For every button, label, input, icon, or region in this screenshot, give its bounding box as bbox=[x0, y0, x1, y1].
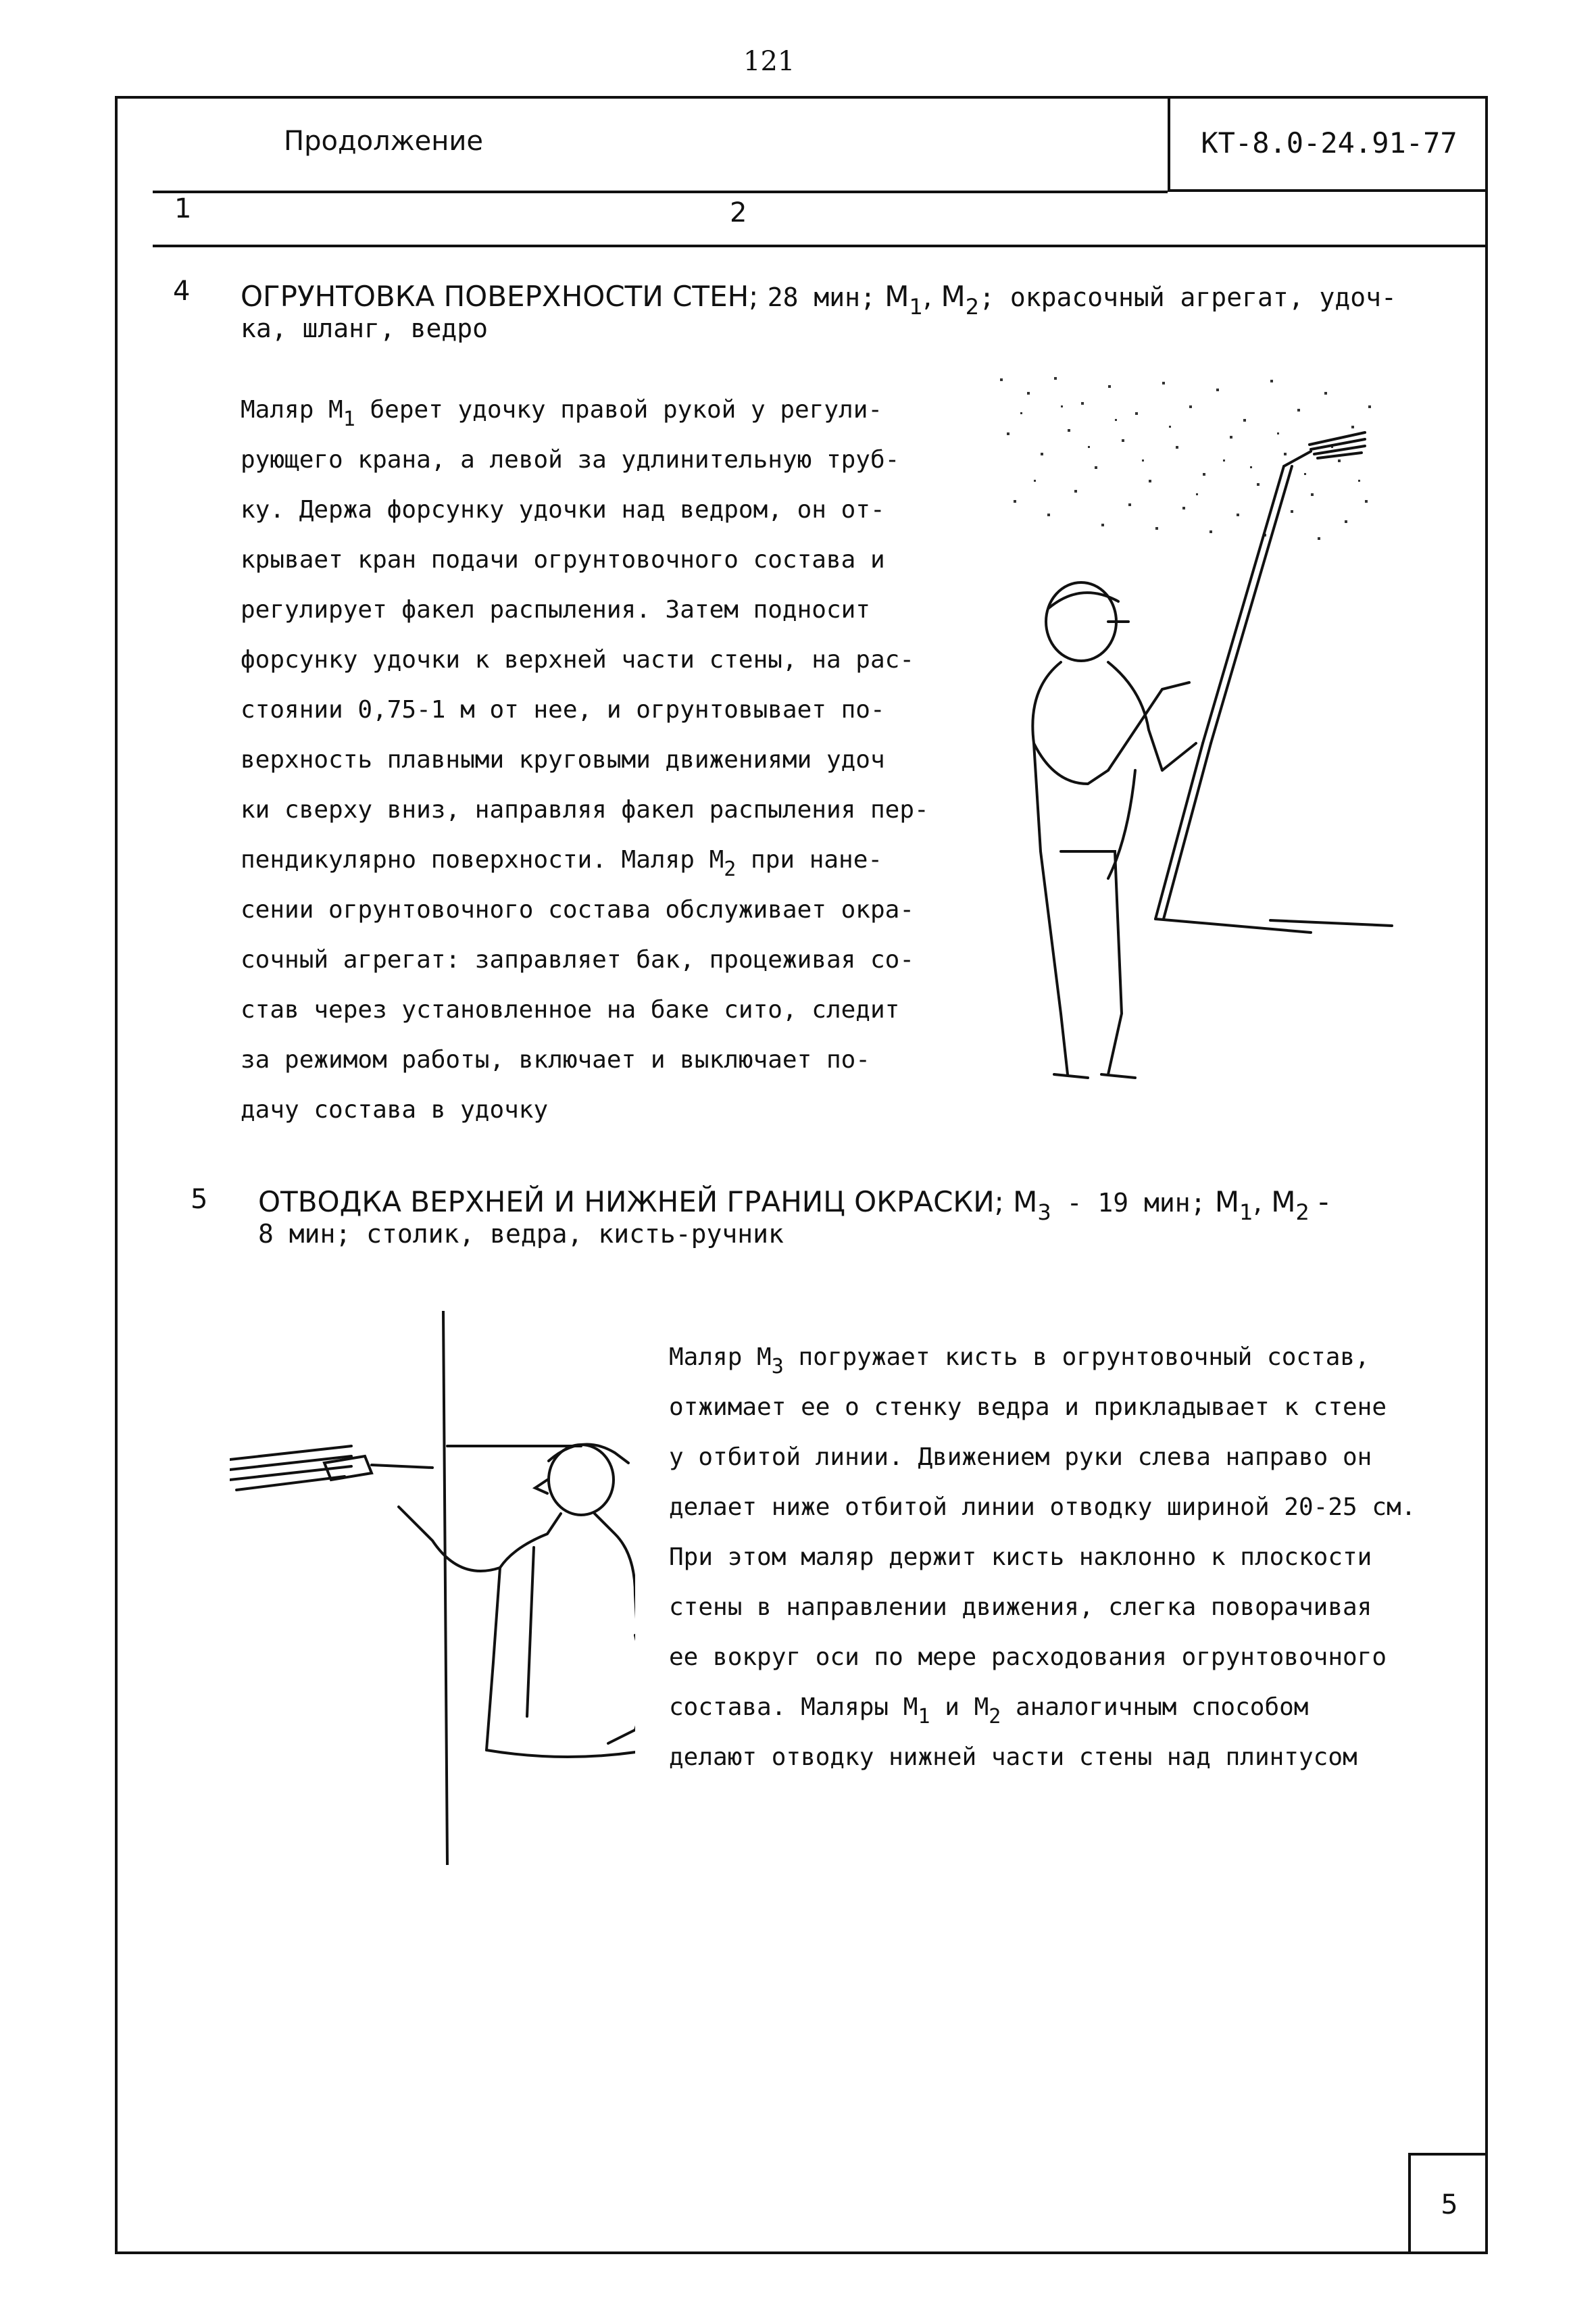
text-line: сении огрунтовочного состава обслуживает окра- bbox=[241, 896, 914, 924]
text-line bbox=[669, 1683, 1416, 1733]
continuation-label: Продолжение bbox=[284, 126, 484, 157]
section-5-heading bbox=[258, 1184, 1474, 1252]
text-line bbox=[241, 385, 929, 435]
section-5-time-a: - 19 мин; bbox=[1051, 1188, 1206, 1218]
column-2-header: 2 bbox=[730, 197, 747, 228]
line: при нане- bbox=[751, 846, 883, 874]
text-line bbox=[241, 835, 929, 885]
sub: 1 bbox=[918, 1705, 930, 1728]
lead-sub: 3 bbox=[771, 1355, 784, 1378]
line: состава. Маляры М bbox=[669, 1693, 918, 1721]
text-line bbox=[669, 1333, 1416, 1383]
worker-m2-label: М bbox=[941, 280, 966, 313]
text-line: дачу состава в удочку bbox=[241, 1096, 549, 1124]
text-line: При этом маляр держит кисть наклонно к плоскости bbox=[669, 1543, 1372, 1571]
section-4-time: 28 мин; bbox=[767, 282, 876, 312]
page-number: 121 bbox=[743, 46, 795, 77]
worker-m1-sub: 1 bbox=[909, 294, 923, 320]
text-line: регулирует факел распыления. Затем подносит bbox=[241, 596, 870, 624]
document-code-box bbox=[1168, 96, 1488, 192]
section-5-title: ОТВОДКА ВЕРХНЕЙ И НИЖНЕЙ ГРАНИЦ ОКРАСКИ; bbox=[258, 1185, 1004, 1218]
column-1-header: 1 bbox=[174, 193, 192, 224]
sprayed-wall-texture bbox=[1000, 377, 1371, 540]
worker-m1-label: М bbox=[884, 280, 909, 313]
m3: М bbox=[1013, 1185, 1038, 1218]
section-4-heading bbox=[241, 278, 1484, 347]
sep: , bbox=[1253, 1185, 1272, 1218]
line: пендикулярно поверхности. Маляр bbox=[241, 846, 695, 874]
m2: М bbox=[1271, 1185, 1296, 1218]
document-code: КТ-8.0-24.91-77 bbox=[1201, 126, 1457, 159]
text-line: форсунку удочки к верхней части стены, на рас- bbox=[241, 646, 914, 674]
header-rule bbox=[153, 191, 1168, 193]
section-4-tools: ; окрасочный агрегат, удоч- bbox=[979, 282, 1397, 312]
m3-sub: 3 bbox=[1037, 1199, 1051, 1225]
painter-figure bbox=[230, 1311, 635, 1865]
m1: М bbox=[1214, 1185, 1240, 1218]
m2: М bbox=[709, 846, 724, 874]
section-4-tools-line2: ка, шланг, ведро bbox=[241, 314, 489, 343]
m1-sub: 1 bbox=[1239, 1199, 1253, 1225]
painter-figure bbox=[1032, 432, 1392, 1078]
lead: Маляр М bbox=[669, 1343, 772, 1371]
line: берет удочку правой рукой у регули- bbox=[370, 396, 883, 424]
section-4-text bbox=[241, 385, 929, 1135]
text-line: ку. Держа форсунку удочки над ведром, он от- bbox=[241, 496, 885, 524]
text-line: рующего крана, а левой за удлинительную труб- bbox=[241, 446, 900, 474]
line: погружает кисть в огрунтовочный состав, bbox=[798, 1343, 1370, 1371]
text-line: у отбитой линии. Движением руки слева направо он bbox=[669, 1443, 1372, 1471]
column-header-rule bbox=[153, 245, 1488, 247]
line: аналогичным способом bbox=[1016, 1693, 1309, 1721]
section-5-text bbox=[669, 1333, 1416, 1783]
lead-sub: 1 bbox=[343, 407, 355, 431]
sub: 2 bbox=[989, 1705, 1001, 1728]
brush-painter-illustration bbox=[230, 1311, 635, 1865]
section-5-number: 5 bbox=[191, 1184, 208, 1215]
section-5-line2: 8 мин; столик, ведра, кисть-ручник bbox=[258, 1219, 784, 1249]
text-line: крывает кран подачи огрунтовочного состава и bbox=[241, 546, 885, 574]
text-line: став через установленное на баке сито, следит bbox=[241, 996, 900, 1024]
dash: - bbox=[1309, 1185, 1329, 1218]
text-line: ки сверху вниз, направляя факел распыления пер- bbox=[241, 796, 929, 824]
corner-box bbox=[1408, 2153, 1488, 2254]
text-line: стены в направлении движения, слегка поворачивая bbox=[669, 1593, 1372, 1621]
text-line: делает ниже отбитой линии отводку шириной 20-25 см. bbox=[669, 1493, 1416, 1521]
section-4-number: 4 bbox=[173, 276, 191, 307]
text-line: делают отводку нижней части стены над плинтусом bbox=[669, 1743, 1357, 1771]
text-line: ее вокруг оси по мере расходования огрунтовочного bbox=[669, 1643, 1387, 1671]
m2-sub: 2 bbox=[724, 857, 737, 881]
text-line: отжимает ее о стенку ведра и прикладывает к стене bbox=[669, 1393, 1387, 1421]
worker-sep: , bbox=[922, 280, 941, 313]
corner-number: 5 bbox=[1441, 2189, 1458, 2220]
worker-m2-sub: 2 bbox=[965, 294, 980, 320]
m2-sub: 2 bbox=[1295, 1199, 1310, 1225]
line: и М bbox=[945, 1693, 989, 1721]
lead: Маляр М bbox=[241, 396, 343, 424]
text-line: сочный агрегат: заправляет бак, процеживая со- bbox=[241, 946, 914, 974]
text-line: стоянии 0,75-1 м от нее, и огрунтовывает по- bbox=[241, 696, 885, 724]
spraying-painter-illustration bbox=[987, 365, 1419, 1122]
text-line: верхность плавными круговыми движениями удоч bbox=[241, 746, 885, 774]
section-4-title: ОГРУНТОВКА ПОВЕРХНОСТИ СТЕН; bbox=[241, 280, 759, 313]
text-line: за режимом работы, включает и выключает по- bbox=[241, 1046, 870, 1074]
